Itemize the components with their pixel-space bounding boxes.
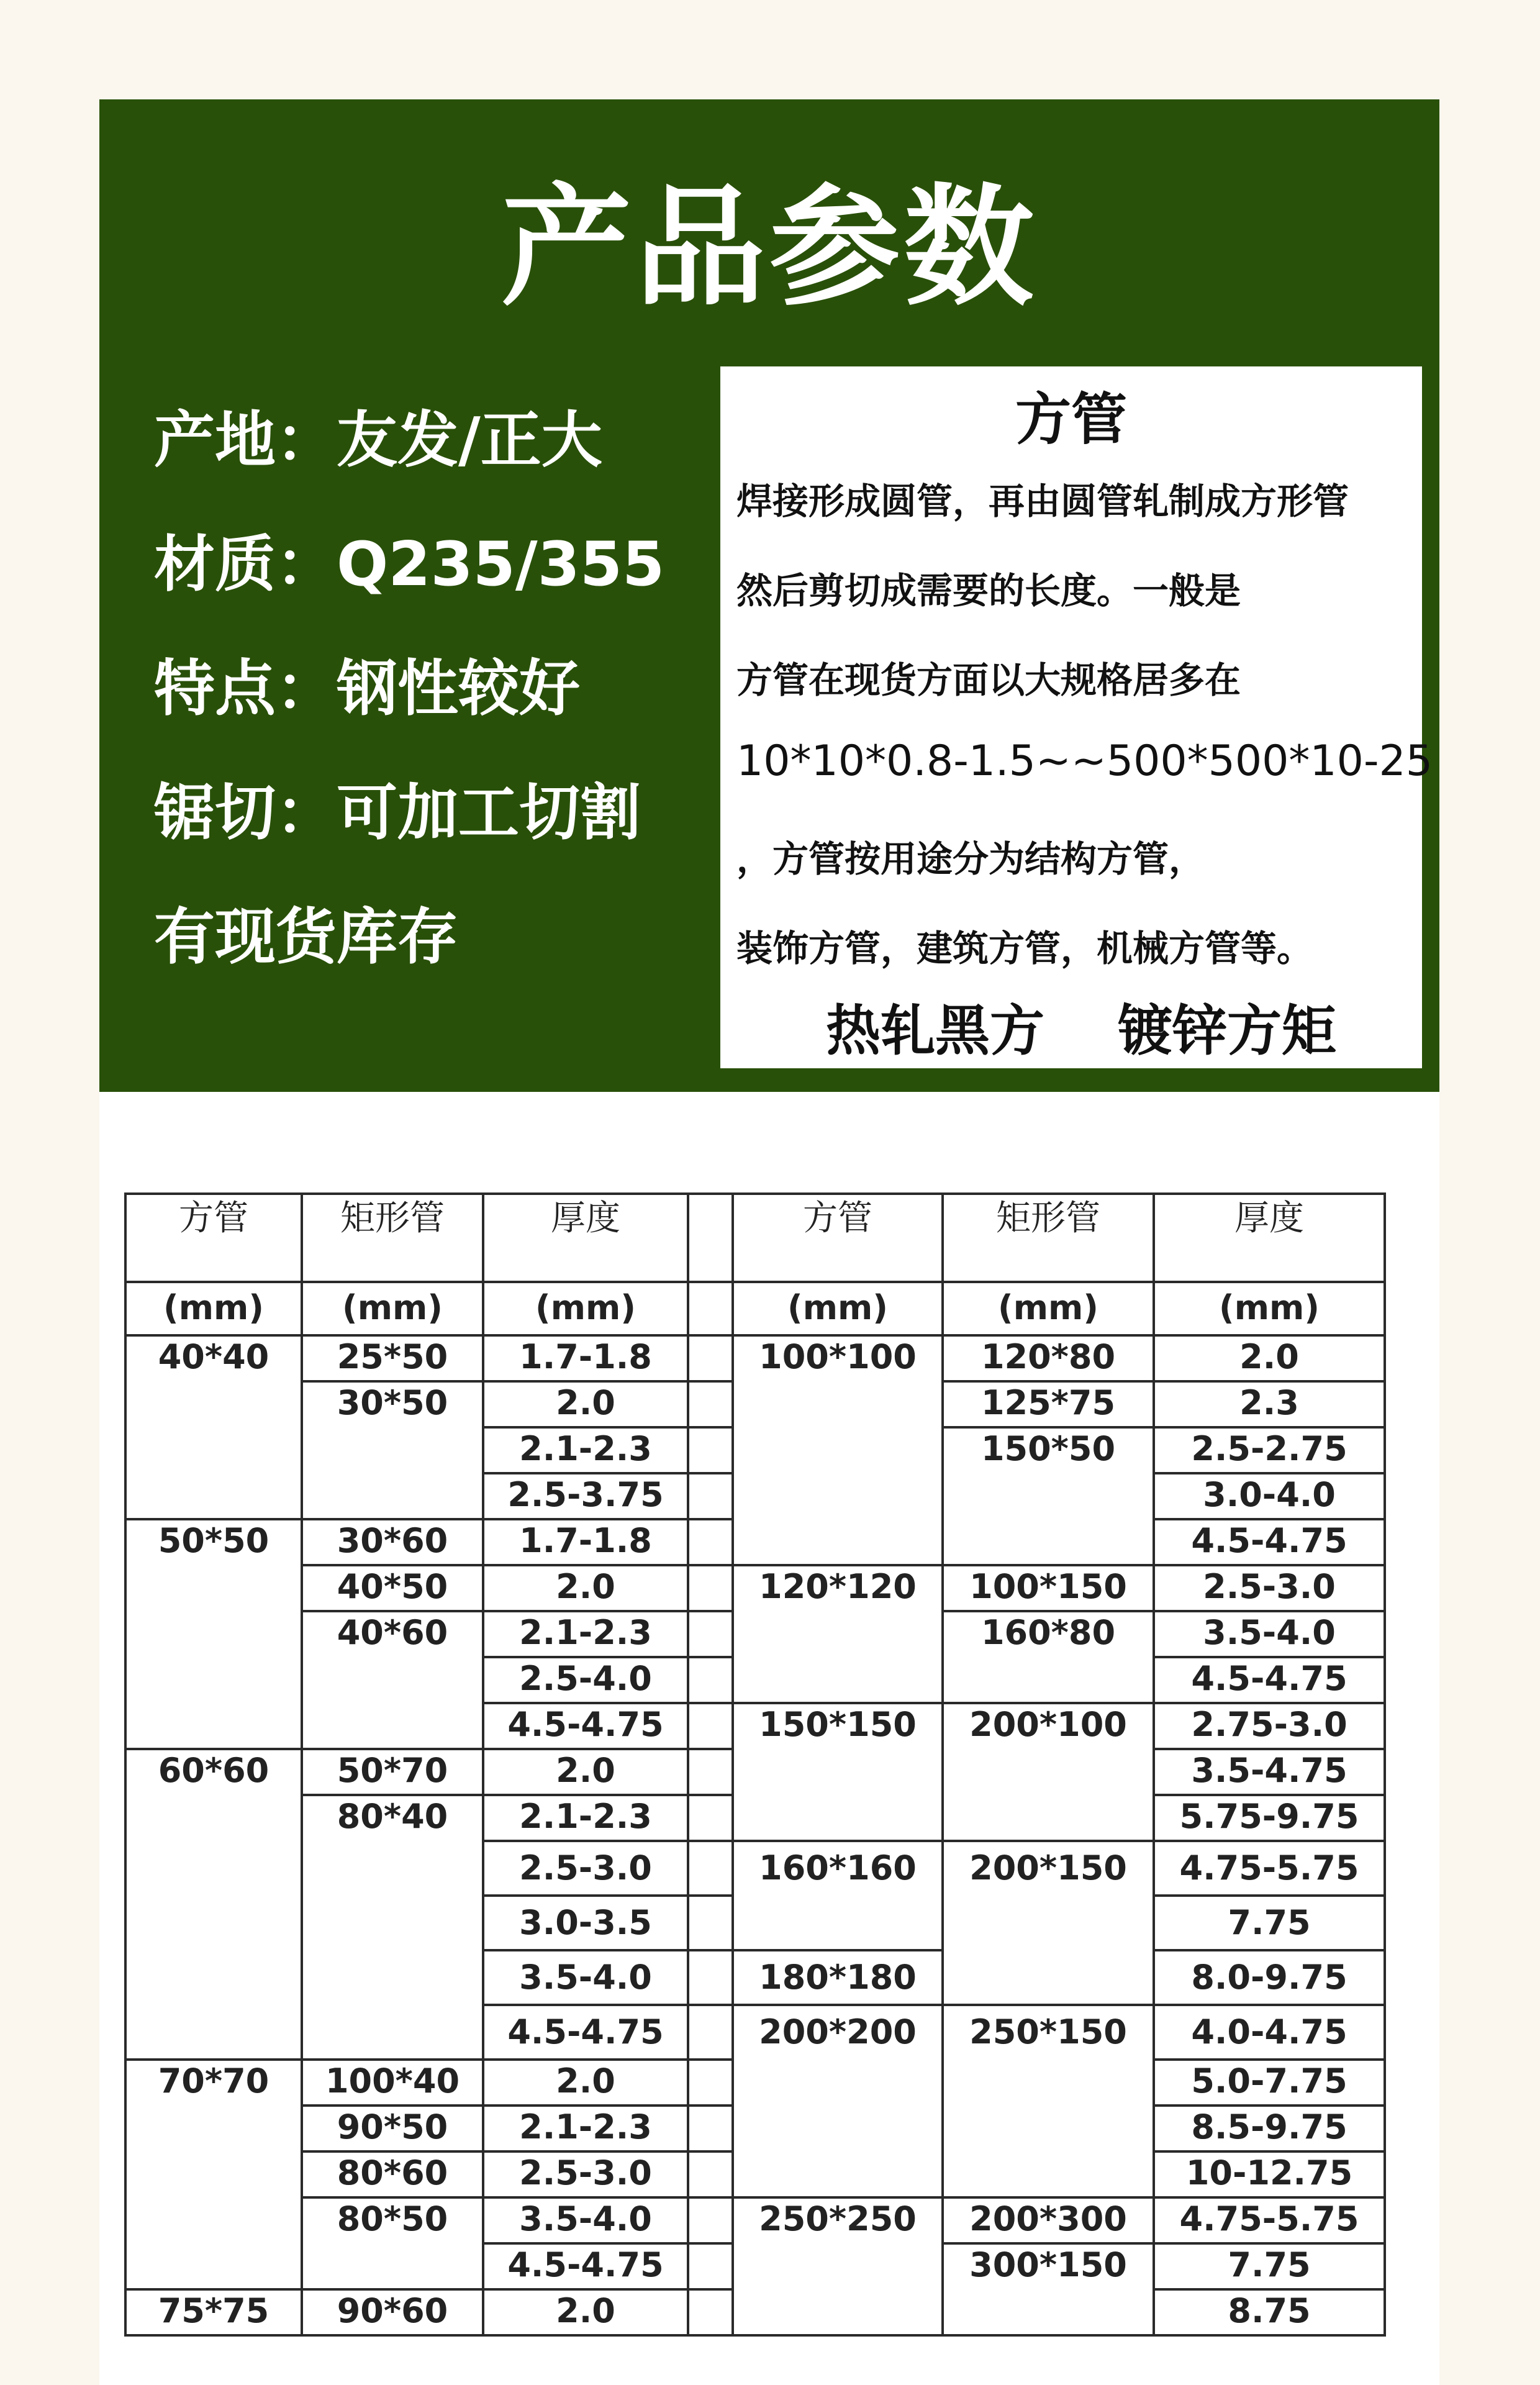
table-row — [125, 1749, 1385, 1795]
description-box — [720, 366, 1433, 1068]
table-cell — [125, 1703, 302, 1749]
table-cell: 300*150 — [943, 2243, 1154, 2289]
table-row — [125, 1896, 1385, 1950]
column-header: 厚度 — [483, 1194, 688, 1282]
table-cell: 30*60 — [302, 1519, 483, 1565]
table-cell: 2.0 — [1154, 1335, 1385, 1381]
table-row — [125, 1657, 1385, 1703]
table-row — [125, 1335, 1385, 1381]
spec-table — [124, 1192, 1386, 2337]
table-cell — [125, 2106, 302, 2151]
table-cell: 4.5-4.75 — [483, 2005, 688, 2060]
table-row — [125, 1473, 1385, 1519]
separator-cell — [688, 1519, 733, 1565]
box-line: ，方管按用途分为结构方管， — [736, 838, 1205, 880]
separator-cell — [688, 1282, 733, 1335]
page-title: 产品参数 — [500, 171, 1038, 324]
column-header: 矩形管 — [943, 1194, 1154, 1282]
table-cell: 3.0-3.5 — [483, 1896, 688, 1950]
table-cell — [943, 1795, 1154, 1841]
table-row — [125, 1950, 1385, 2005]
table-cell: 2.1-2.3 — [483, 2106, 688, 2151]
table-cell — [125, 1381, 302, 1427]
table-cell: 2.0 — [483, 1381, 688, 1427]
separator-cell — [688, 2289, 733, 2335]
table-cell — [943, 1950, 1154, 2005]
spec-cutting: 锯切：可加工切割 — [154, 778, 641, 848]
table-cell — [733, 1473, 943, 1519]
table-cell — [125, 1427, 302, 1473]
separator-cell — [688, 1427, 733, 1473]
table-cell: 2.1-2.3 — [483, 1611, 688, 1657]
table-cell: 80*50 — [302, 2197, 483, 2243]
separator-cell — [688, 2197, 733, 2243]
table-cell — [943, 2151, 1154, 2197]
table-cell: 75*75 — [125, 2289, 302, 2335]
box-line: 然后剪切成需要的长度。一般是 — [736, 570, 1241, 612]
table-cell: 2.5-4.0 — [483, 1657, 688, 1703]
column-unit: (mm) — [483, 1282, 688, 1335]
table-cell — [125, 1896, 302, 1950]
table-cell: 90*60 — [302, 2289, 483, 2335]
table-cell — [302, 1896, 483, 1950]
table-cell — [302, 2005, 483, 2060]
separator-cell — [688, 1657, 733, 1703]
table-row — [125, 1427, 1385, 1473]
table-row — [125, 2289, 1385, 2335]
separator-cell — [688, 2005, 733, 2060]
table-cell: 150*150 — [733, 1703, 943, 1749]
table-row — [125, 2106, 1385, 2151]
table-cell — [733, 2060, 943, 2106]
table-cell: 50*50 — [125, 1519, 302, 1565]
table-cell: 4.5-4.75 — [483, 2243, 688, 2289]
column-unit: (mm) — [943, 1282, 1154, 1335]
table-cell: 2.5-3.75 — [483, 1473, 688, 1519]
table-cell: 2.0 — [483, 1749, 688, 1795]
table-cell — [125, 2197, 302, 2243]
table-row — [125, 2197, 1385, 2243]
table-unit-row — [125, 1282, 1385, 1335]
spec-feature: 特点：钢性较好 — [154, 653, 581, 724]
column-unit: (mm) — [302, 1282, 483, 1335]
column-header: 方管 — [733, 1194, 943, 1282]
table-cell — [733, 1611, 943, 1657]
table-row — [125, 1703, 1385, 1749]
box-line: 焊接形成圆管，再由圆管轧制成方形管 — [736, 480, 1349, 522]
separator-cell — [688, 1749, 733, 1795]
separator-cell — [688, 1795, 733, 1841]
table-cell: 100*40 — [302, 2060, 483, 2106]
table-cell: 4.0-4.75 — [1154, 2005, 1385, 2060]
table-cell: 160*80 — [943, 1611, 1154, 1657]
separator-cell — [688, 2243, 733, 2289]
table-cell: 100*100 — [733, 1335, 943, 1381]
table-cell: 1.7-1.8 — [483, 1335, 688, 1381]
table-cell: 2.5-3.0 — [1154, 1565, 1385, 1611]
table-cell — [733, 2243, 943, 2289]
table-cell: 4.75-5.75 — [1154, 2197, 1385, 2243]
table-cell: 4.5-4.75 — [1154, 1657, 1385, 1703]
table-cell: 180*180 — [733, 1950, 943, 2005]
table-cell: 80*60 — [302, 2151, 483, 2197]
table-cell: 200*200 — [733, 2005, 943, 2060]
separator-cell — [688, 1335, 733, 1381]
table-cell — [733, 2289, 943, 2335]
table-cell: 2.75-3.0 — [1154, 1703, 1385, 1749]
table-cell: 2.3 — [1154, 1381, 1385, 1427]
table-cell — [733, 2106, 943, 2151]
table-cell: 30*50 — [302, 1381, 483, 1427]
separator-cell — [688, 1703, 733, 1749]
table-cell — [733, 1381, 943, 1427]
separator-cell — [688, 2106, 733, 2151]
table-cell — [733, 1519, 943, 1565]
table-cell: 4.75-5.75 — [1154, 1841, 1385, 1896]
table-cell — [733, 1657, 943, 1703]
spec-stock: 有现货库存 — [154, 902, 459, 973]
box-title: 方管 — [1015, 387, 1127, 452]
table-cell: 120*120 — [733, 1565, 943, 1611]
table-cell: 160*160 — [733, 1841, 943, 1896]
table-cell: 8.75 — [1154, 2289, 1385, 2335]
table-cell — [302, 1950, 483, 2005]
table-cell — [943, 1657, 1154, 1703]
table-cell: 7.75 — [1154, 2243, 1385, 2289]
table-row — [125, 1841, 1385, 1896]
table-cell: 1.7-1.8 — [483, 1519, 688, 1565]
table-cell: 3.5-4.0 — [483, 2197, 688, 2243]
table-cell: 10-12.75 — [1154, 2151, 1385, 2197]
table-cell: 200*150 — [943, 1841, 1154, 1896]
separator-cell — [688, 1611, 733, 1657]
table-cell — [733, 2151, 943, 2197]
table-cell: 2.0 — [483, 2060, 688, 2106]
table-cell — [125, 1950, 302, 2005]
table-cell — [943, 2106, 1154, 2151]
table-cell: 250*150 — [943, 2005, 1154, 2060]
separator-cell — [688, 1381, 733, 1427]
separator-cell — [688, 1194, 733, 1282]
separator-cell — [688, 1841, 733, 1896]
column-unit: (mm) — [125, 1282, 302, 1335]
table-cell: 4.5-4.75 — [483, 1703, 688, 1749]
table-cell: 3.0-4.0 — [1154, 1473, 1385, 1519]
table-cell: 40*50 — [302, 1565, 483, 1611]
table-row — [125, 2060, 1385, 2106]
table-cell — [733, 1749, 943, 1795]
table-cell — [943, 1896, 1154, 1950]
table-row — [125, 1795, 1385, 1841]
table-row — [125, 2005, 1385, 2060]
column-unit: (mm) — [733, 1282, 943, 1335]
separator-cell — [688, 2060, 733, 2106]
product-params-panel — [99, 99, 1439, 1092]
box-line: 方管在现货方面以大规格居多在 — [736, 659, 1241, 701]
separator-cell — [688, 1950, 733, 2005]
table-cell: 40*40 — [125, 1335, 302, 1381]
table-cell: 3.5-4.0 — [483, 1950, 688, 2005]
table-cell: 8.5-9.75 — [1154, 2106, 1385, 2151]
table-row — [125, 1611, 1385, 1657]
table-cell — [943, 2289, 1154, 2335]
column-header: 方管 — [125, 1194, 302, 1282]
spec-table-area — [99, 1092, 1439, 2385]
table-cell: 25*50 — [302, 1335, 483, 1381]
table-cell: 200*300 — [943, 2197, 1154, 2243]
separator-cell — [688, 1896, 733, 1950]
table-cell — [125, 1841, 302, 1896]
box-footer-right: 镀锌方矩 — [1118, 999, 1337, 1063]
table-cell: 80*40 — [302, 1795, 483, 1841]
table-cell: 250*250 — [733, 2197, 943, 2243]
table-cell: 2.0 — [483, 1565, 688, 1611]
table-cell — [302, 1703, 483, 1749]
table-cell: 5.0-7.75 — [1154, 2060, 1385, 2106]
table-cell: 2.5-2.75 — [1154, 1427, 1385, 1473]
table-row — [125, 1381, 1385, 1427]
box-line: 装饰方管，建筑方管，机械方管等。 — [736, 927, 1313, 970]
table-cell: 3.5-4.0 — [1154, 1611, 1385, 1657]
table-cell: 70*70 — [125, 2060, 302, 2106]
table-cell — [733, 1427, 943, 1473]
spec-origin: 产地：友发/正大 — [154, 405, 602, 476]
table-cell: 2.5-3.0 — [483, 1841, 688, 1896]
table-cell: 200*100 — [943, 1703, 1154, 1749]
table-cell — [943, 1519, 1154, 1565]
table-cell — [125, 1657, 302, 1703]
table-row — [125, 1519, 1385, 1565]
table-cell — [302, 1473, 483, 1519]
table-row — [125, 1565, 1385, 1611]
table-header-row — [125, 1194, 1385, 1282]
table-cell: 2.1-2.3 — [483, 1427, 688, 1473]
table-cell: 120*80 — [943, 1335, 1154, 1381]
table-cell — [733, 1896, 943, 1950]
table-cell — [943, 1749, 1154, 1795]
table-cell — [733, 1795, 943, 1841]
separator-cell — [688, 2151, 733, 2197]
column-unit: (mm) — [1154, 1282, 1385, 1335]
table-cell — [125, 2243, 302, 2289]
table-cell — [125, 1565, 302, 1611]
separator-cell — [688, 1565, 733, 1611]
table-cell — [943, 1473, 1154, 1519]
table-cell — [125, 1473, 302, 1519]
separator-cell — [688, 1473, 733, 1519]
table-cell — [302, 1841, 483, 1896]
table-cell: 3.5-4.75 — [1154, 1749, 1385, 1795]
box-line: 10*10*0.8-1.5~~500*500*10-25 — [736, 737, 1433, 786]
table-cell: 60*60 — [125, 1749, 302, 1795]
table-row — [125, 2151, 1385, 2197]
spec-material: 材质：Q235/355 — [154, 529, 665, 600]
table-cell — [943, 2060, 1154, 2106]
table-cell: 125*75 — [943, 1381, 1154, 1427]
table-cell: 50*70 — [302, 1749, 483, 1795]
table-cell — [302, 1427, 483, 1473]
table-cell: 4.5-4.75 — [1154, 1519, 1385, 1565]
table-cell: 8.0-9.75 — [1154, 1950, 1385, 2005]
table-cell: 100*150 — [943, 1565, 1154, 1611]
table-cell: 2.5-3.0 — [483, 2151, 688, 2197]
table-row — [125, 2243, 1385, 2289]
column-header: 矩形管 — [302, 1194, 483, 1282]
table-cell: 90*50 — [302, 2106, 483, 2151]
box-footer-left: 热轧黑方 — [826, 999, 1045, 1063]
table-cell — [302, 2243, 483, 2289]
table-cell: 5.75-9.75 — [1154, 1795, 1385, 1841]
column-header: 厚度 — [1154, 1194, 1385, 1282]
table-cell: 40*60 — [302, 1611, 483, 1657]
table-cell — [125, 2151, 302, 2197]
table-cell — [125, 1611, 302, 1657]
table-cell: 2.0 — [483, 2289, 688, 2335]
table-cell: 7.75 — [1154, 1896, 1385, 1950]
table-cell: 150*50 — [943, 1427, 1154, 1473]
table-cell — [125, 1795, 302, 1841]
table-cell — [125, 2005, 302, 2060]
table-cell — [302, 1657, 483, 1703]
table-cell: 2.1-2.3 — [483, 1795, 688, 1841]
